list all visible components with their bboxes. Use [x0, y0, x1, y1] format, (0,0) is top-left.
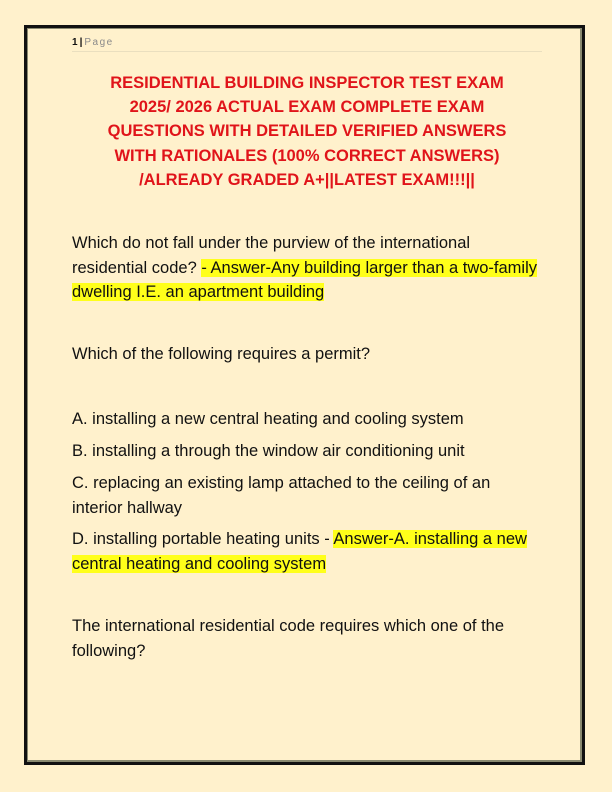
- option-text: C. replacing an existing lamp attached to the ceiling of an interior hallway: [72, 474, 491, 517]
- question-2: [72, 342, 542, 367]
- option-b: [72, 439, 542, 464]
- answer-highlight: - Answer-Any building larger than a two-family dwelling I.E. an apartment building: [72, 258, 537, 301]
- question-3: [72, 614, 542, 663]
- page-number: 1: [72, 37, 78, 48]
- page-label: Page: [84, 37, 114, 48]
- question-1: [72, 231, 542, 305]
- page-separator: |: [79, 37, 83, 48]
- question-text: The international residential code requires which one of the following?: [72, 617, 505, 660]
- title-line: QUESTIONS WITH DETAILED VERIFIED ANSWERS: [107, 122, 507, 141]
- option-c: [72, 471, 542, 520]
- title-line: WITH RATIONALES (100% CORRECT ANSWERS): [114, 146, 500, 165]
- title-line: 2025/ 2026 ACTUAL EXAM COMPLETE EXAM: [129, 98, 485, 117]
- option-a: [72, 407, 542, 432]
- option-text: B. installing a through the window air conditioning unit: [72, 442, 465, 460]
- question-text: Which do not fall under the purview of the international residential code?: [72, 234, 471, 277]
- option-d: [72, 527, 542, 576]
- document-title: [72, 71, 542, 192]
- answer-highlight: Answer-A. installing a new central heating and cooling system: [72, 530, 527, 573]
- page-header: [72, 36, 542, 52]
- title-line: /ALREADY GRADED A+||LATEST EXAM!!!||: [139, 170, 475, 189]
- title-line: RESIDENTIAL BUILDING INSPECTOR TEST EXAM: [110, 74, 504, 92]
- option-text: A. installing a new central heating and cooling system: [72, 410, 464, 428]
- option-text: D. installing portable heating units -: [72, 530, 334, 548]
- question-text: Which of the following requires a permit?: [72, 345, 371, 363]
